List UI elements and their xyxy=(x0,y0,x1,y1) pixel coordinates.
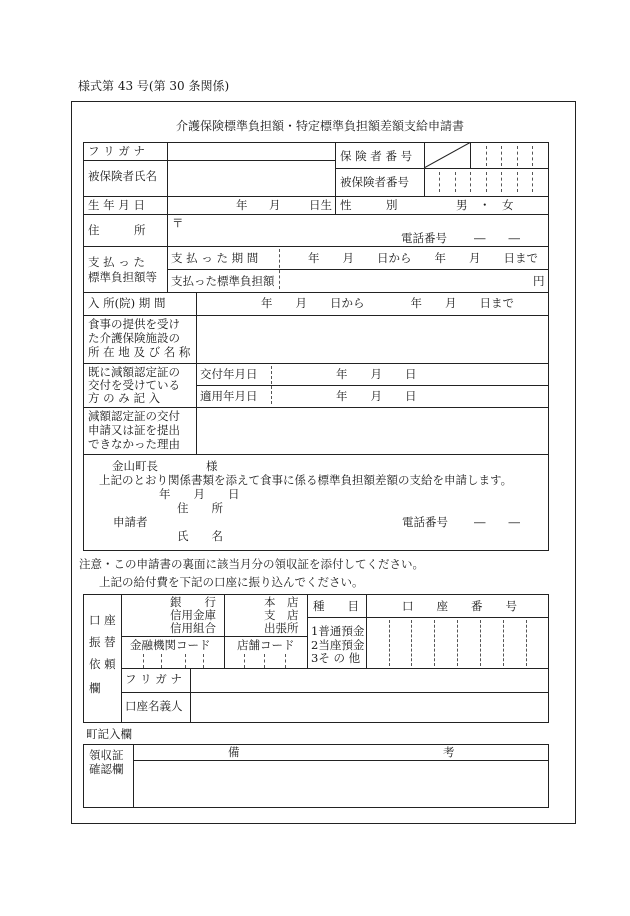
insured-name-label: 被保険者氏名 xyxy=(88,169,157,183)
admission-text: 年 月 日から 年 月 日まで xyxy=(261,296,514,310)
application-date: 年 月 日 xyxy=(159,487,240,501)
receipt-label-2: 確認欄 xyxy=(89,762,124,776)
paid-amount-label: 支払った標準負担額 xyxy=(171,274,275,288)
apply-date-label: 適用年月日 xyxy=(200,389,258,403)
note-2: 上記の給付費を下記の口座に振り込んでください。 xyxy=(99,575,364,589)
reason-label-2: 申請又は証を提出 xyxy=(88,423,180,437)
phone-label: 電話番号 xyxy=(401,231,447,245)
bank-side-4: 欄 xyxy=(89,681,101,695)
cert-label-2: 交付を受けている xyxy=(88,378,180,392)
account-number-label: 口 座 番 号 xyxy=(402,599,517,613)
applicant-phone-dash: ― ― xyxy=(474,515,520,529)
application-statement: 上記のとおり関係書類を添えて食事に係る標準負担額差額の支給を申請します。 xyxy=(99,473,513,487)
inst-code-label: 金融機関コード xyxy=(130,638,211,652)
mayor-label: 金山町長 xyxy=(112,459,158,473)
holder-label: 口座名義人 xyxy=(125,699,183,713)
bank-type-2: 信用金庫 xyxy=(170,608,216,622)
birthdate-label: 生 年 月 日 xyxy=(88,198,145,212)
facility-label-1: 食事の提供を受け xyxy=(88,317,180,331)
applicant-name-label: 氏 名 xyxy=(177,529,223,543)
paid-period-text: 年 月 日から 年 月 日まで xyxy=(308,251,538,265)
sex-label: 性 別 xyxy=(340,198,398,212)
paid-period-label: 支 払 っ た 期 間 xyxy=(171,251,259,265)
form-number: 様式第 43 号(第 30 条関係) xyxy=(78,79,230,93)
reason-label-3: できなかった理由 xyxy=(88,437,180,451)
branch-type-1: 本 店 xyxy=(264,595,299,609)
birth-day: 日生 xyxy=(309,198,332,212)
furigana-label: フ リ ガ ナ xyxy=(88,144,145,158)
insurer-number-label: 保 険 者 番 号 xyxy=(340,149,413,163)
paid-std-label-1: 支 払 っ た xyxy=(88,255,145,269)
branch-type-3: 出張所 xyxy=(264,621,299,635)
sama-label: 様 xyxy=(206,459,218,473)
yen-unit: 円 xyxy=(533,274,545,288)
facility-label-3: 所 在 地 及 び 名 称 xyxy=(88,345,191,359)
deposit-type-3: 3そ の 他 xyxy=(311,651,361,665)
remarks-label-2: 考 xyxy=(443,745,455,759)
branch-type-2: 支 店 xyxy=(264,608,299,622)
town-section-label: 町記入欄 xyxy=(86,727,132,741)
birth-month: 月 xyxy=(269,198,281,212)
holder-furigana-label: フ リ ガ ナ xyxy=(125,672,182,686)
cert-label-1: 既に減額認定証の xyxy=(88,365,180,379)
branch-code-label: 店舗コード xyxy=(237,638,295,652)
address-label: 住 所 xyxy=(88,223,146,237)
bank-type-1: 銀 行 xyxy=(170,595,216,609)
insured-number-label: 被保険者番号 xyxy=(340,175,409,189)
sex-options: 男 ・ 女 xyxy=(456,198,514,212)
note-1: 注意・この申請書の裏面に該当月分の領収証を添付してください。 xyxy=(79,557,424,571)
cert-label-3: 方 の み 記 入 xyxy=(88,391,161,405)
receipt-label-1: 領収証 xyxy=(89,748,124,762)
bank-side-1: 口 座 xyxy=(89,613,116,627)
bank-side-2: 振 替 xyxy=(89,635,116,649)
deposit-type-1: 1普通預金 xyxy=(311,624,365,638)
issue-date-label: 交付年月日 xyxy=(200,367,258,381)
bank-side-3: 依 頼 xyxy=(89,657,116,671)
form-title: 介護保険標準負担額・特定標準負担額差額支給申請書 xyxy=(176,119,465,133)
deposit-type-2: 2当座預金 xyxy=(311,638,365,652)
applicant-label: 申請者 xyxy=(113,515,148,529)
paid-std-label-2: 標準負担額等 xyxy=(88,270,157,284)
reason-label-1: 減額認定証の交付 xyxy=(88,409,180,423)
bank-type-3: 信用組合 xyxy=(170,621,216,635)
diagonal-line xyxy=(424,142,471,168)
facility-label-2: た介護保険施設の xyxy=(88,331,180,345)
remarks-label-1: 備 xyxy=(228,745,240,759)
issue-date-value: 年 月 日 xyxy=(336,367,417,381)
birth-year: 年 xyxy=(236,198,248,212)
apply-date-value: 年 月 日 xyxy=(336,389,417,403)
applicant-phone-label: 電話番号 xyxy=(402,515,448,529)
deposit-type-label: 種 目 xyxy=(313,599,359,613)
postal-mark: 〒 xyxy=(172,216,184,230)
applicant-address-label: 住 所 xyxy=(177,501,223,515)
phone-dash: ― ― xyxy=(474,231,520,245)
admission-label: 入 所(院) 期 間 xyxy=(88,296,166,310)
